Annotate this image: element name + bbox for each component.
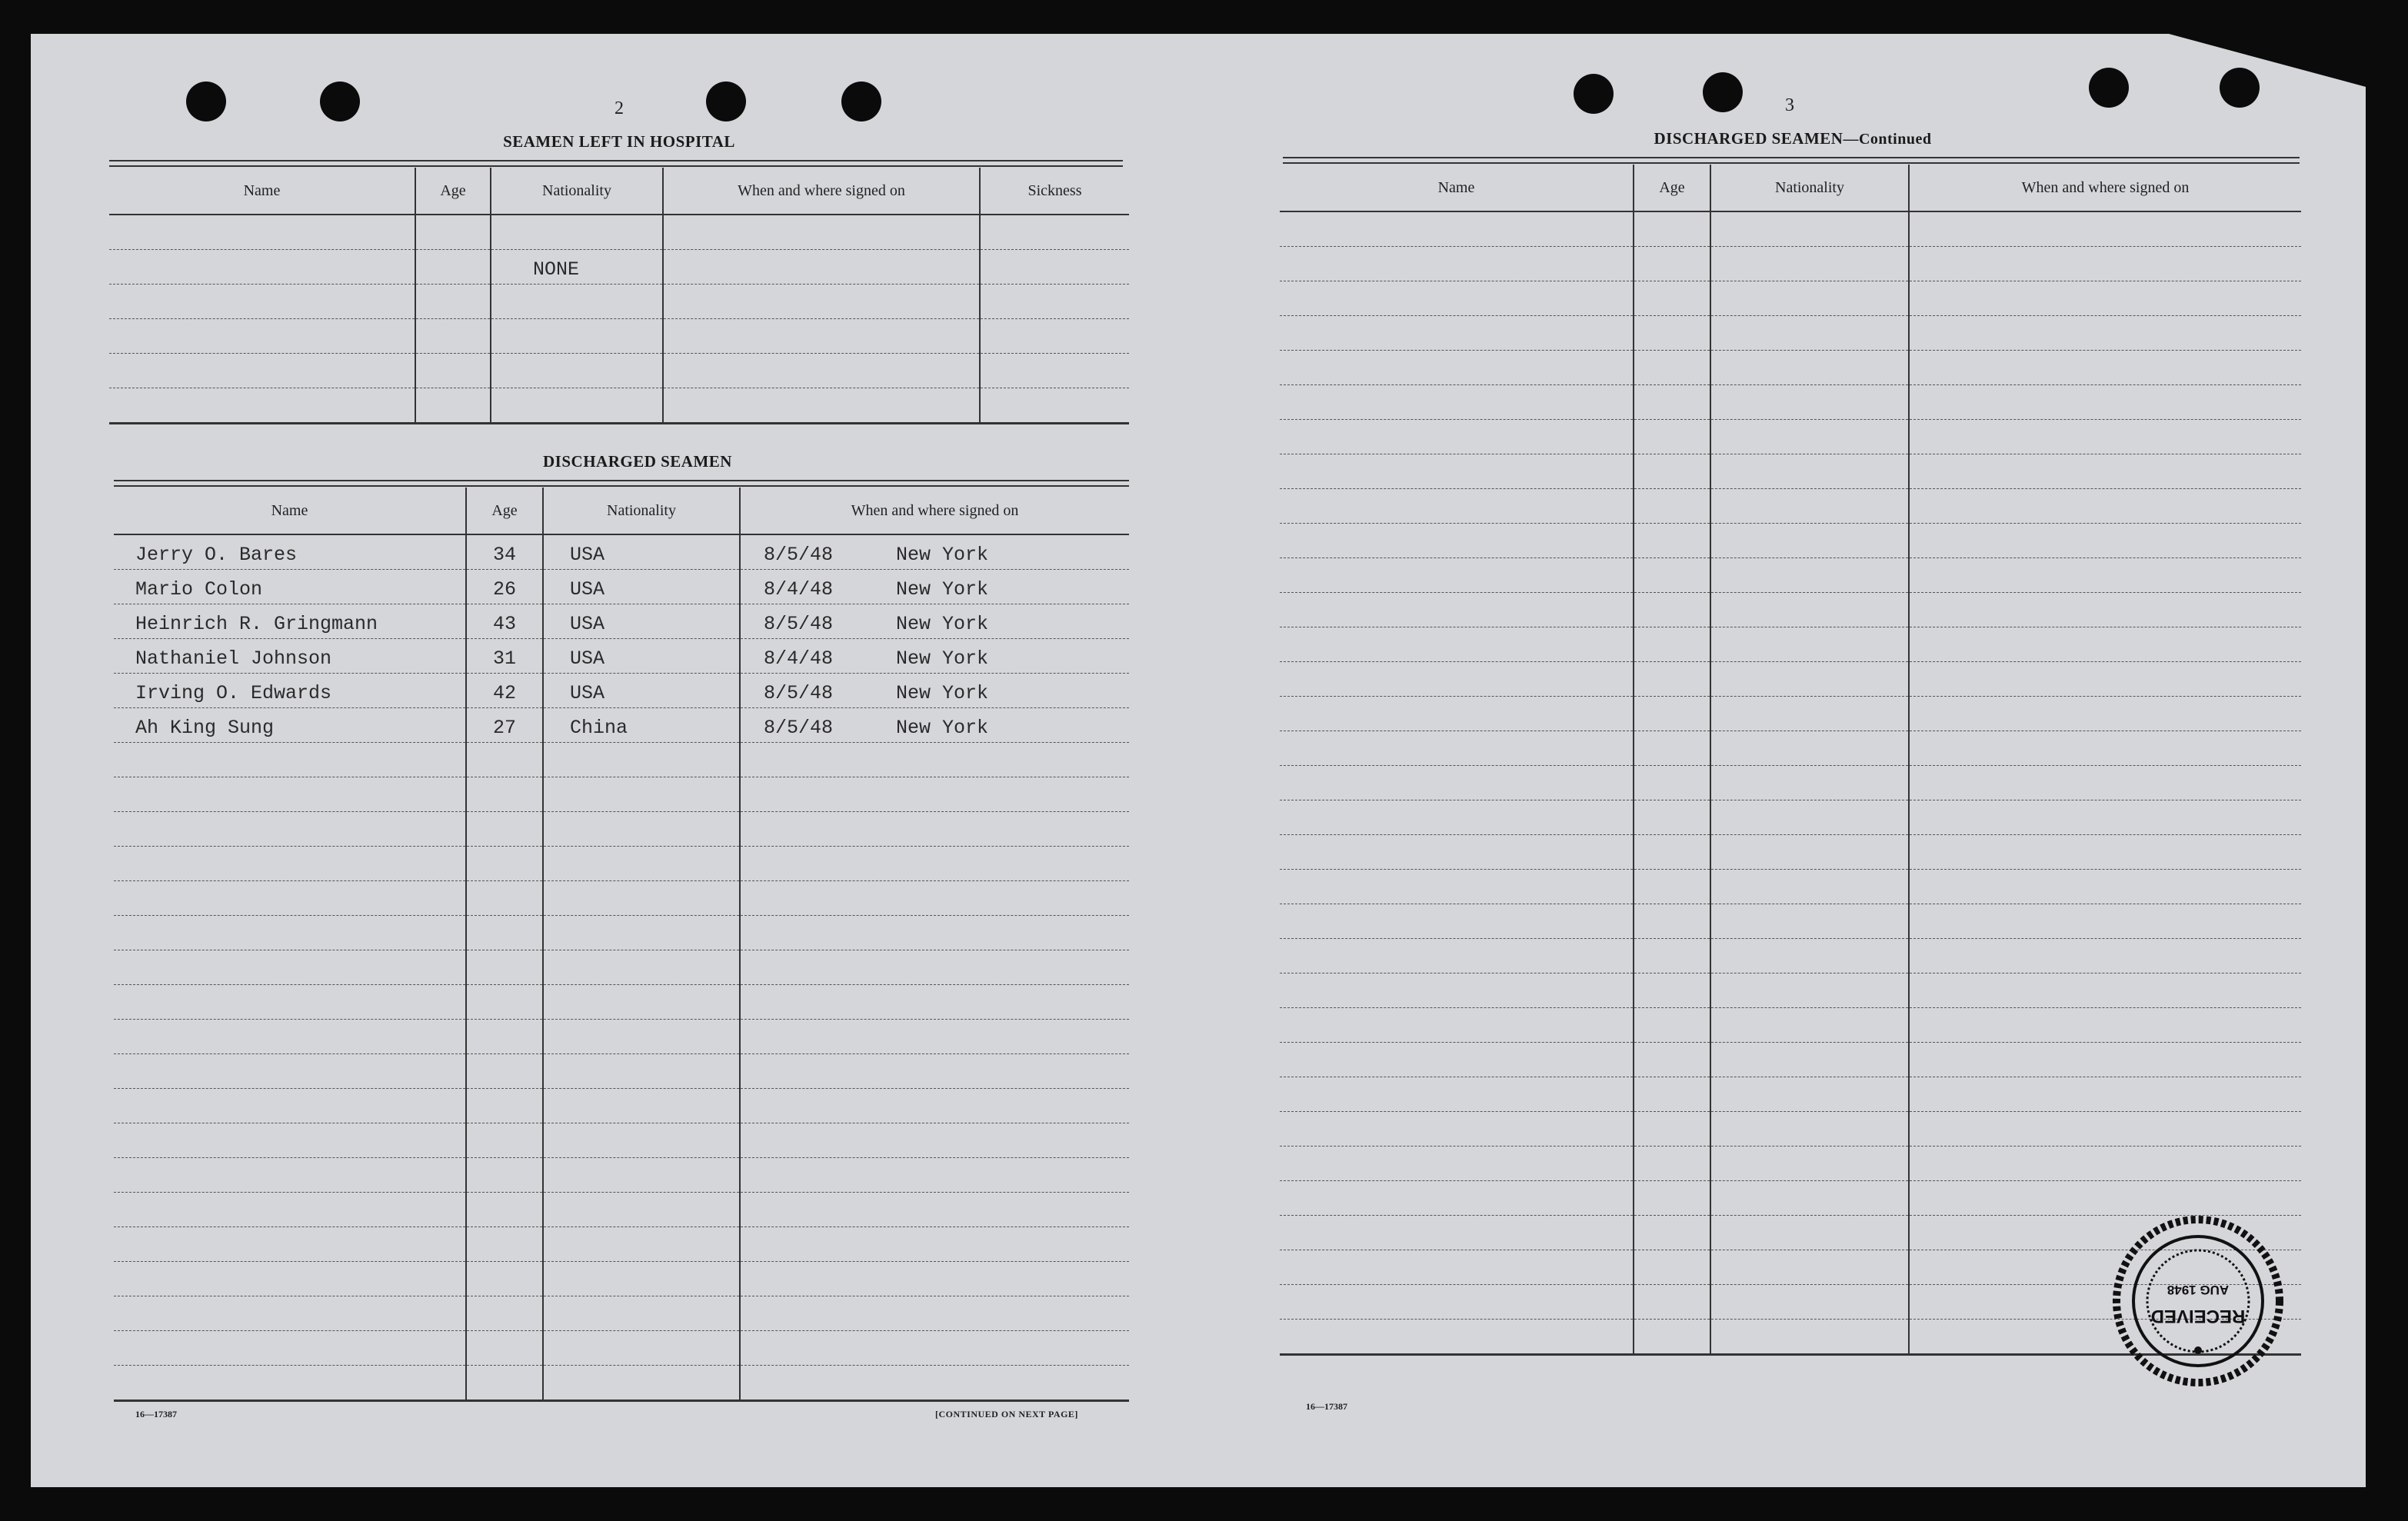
table-row [1280,489,2301,524]
column-header-age: Age [415,168,491,215]
table-row [114,985,1129,1020]
signed-on-date: 8/4/48 [764,578,834,601]
form-code-right: 16—17387 [1306,1401,1347,1412]
table-row [114,743,1129,777]
seaman-age: 27 [492,717,516,739]
table-row [1280,385,2301,420]
table-row [1280,524,2301,558]
discharged-table [114,488,1129,1402]
table-row [114,1331,1129,1366]
punch-hole [2220,68,2260,108]
table-row [114,1054,1129,1089]
page-number-left: 2 [614,98,624,118]
table-row [1280,974,2301,1008]
table-row [1280,1008,2301,1043]
table-row [1280,1112,2301,1147]
table-row [114,1020,1129,1054]
discharged-section-title: DISCHARGED SEAMEN [543,452,732,471]
stamp-received-text: RECEIVED [2150,1306,2246,1326]
column-header-name: Name [1280,165,1634,211]
continued-note: [CONTINUED ON NEXT PAGE] [935,1409,1078,1419]
signed-on-place: New York [896,682,989,704]
seaman-age: 31 [492,647,516,670]
table-row [114,812,1129,847]
title-main: DISCHARGED SEAMEN [1654,129,1843,148]
seaman-age: 26 [492,578,516,601]
seaman-nationality: USA [570,682,605,704]
seaman-age: 43 [492,613,516,635]
column-header-name: Name [114,488,466,534]
table-row [114,1123,1129,1158]
discharged-continued-table [1280,165,2301,1356]
column-header-name: Name [109,168,415,215]
torn-corner [2169,34,2369,88]
seaman-name: Heinrich R. Gringmann [135,613,378,635]
seaman-name: Nathaniel Johnson [135,647,332,670]
table-row [114,1296,1129,1331]
hospital-none-note: NONE [533,258,580,281]
seaman-nationality: USA [570,647,605,670]
table-row [1280,697,2301,731]
table-row [1280,1147,2301,1181]
discharged-top-rule [114,480,1129,487]
punch-hole [706,82,746,121]
table-row [1280,766,2301,800]
signed-on-place: New York [896,578,989,601]
table-row [109,354,1129,388]
hospital-table [109,168,1129,424]
hospital-section-title: SEAMEN LEFT IN HOSPITAL [503,132,735,151]
punch-hole [1703,72,1743,112]
table-row [114,950,1129,985]
column-header-nationality: Nationality [1710,165,1909,211]
punch-hole [1574,74,1614,114]
table-row [114,674,1129,708]
table-row [114,1262,1129,1296]
signed-on-date: 8/5/48 [764,682,834,704]
punch-hole [320,82,360,121]
punch-hole [2089,68,2129,108]
seaman-age: 42 [492,682,516,704]
table-row [114,604,1129,639]
seaman-name: Irving O. Edwards [135,682,332,704]
column-header-nationality: Nationality [491,168,663,215]
signed-on-place: New York [896,647,989,670]
table-row [114,916,1129,950]
table-row [114,881,1129,916]
hospital-top-rule [109,160,1123,167]
table-row [109,388,1129,424]
signed-on-place: New York [896,717,989,739]
table-row [1280,454,2301,489]
table-row [1280,1077,2301,1112]
table-row [109,285,1129,319]
signed-on-date: 8/5/48 [764,717,834,739]
table-row [1280,731,2301,766]
signed-on-place: New York [896,613,989,635]
table-row [1280,593,2301,627]
signed-on-place: New York [896,544,989,566]
table-row [1280,247,2301,281]
signed-on-date: 8/4/48 [764,647,834,670]
punch-hole [841,82,881,121]
table-row [109,319,1129,354]
table-row [1280,904,2301,939]
seaman-name: Ah King Sung [135,717,275,739]
table-row [1280,211,2301,247]
seaman-nationality: China [570,717,628,739]
continued-top-rule [1283,157,2300,164]
seaman-nationality: USA [570,544,605,566]
table-row [114,1366,1129,1401]
table-row [1280,939,2301,974]
column-header-sickness: Sickness [980,168,1129,215]
seaman-name: Mario Colon [135,578,263,601]
table-row [1280,281,2301,316]
column-header-signed-on: When and where signed on [663,168,980,215]
table-row [114,777,1129,812]
signed-on-date: 8/5/48 [764,544,834,566]
seaman-age: 34 [492,544,516,566]
form-code-left: 16—17387 [135,1409,177,1419]
table-row [109,250,1129,285]
column-header-age: Age [466,488,543,534]
discharged-continued-title [1283,129,2303,148]
punch-hole [186,82,226,121]
signed-on-date: 8/5/48 [764,613,834,635]
seaman-nationality: USA [570,578,605,601]
table-row [114,1227,1129,1262]
table-row [1280,420,2301,454]
table-row [114,639,1129,674]
table-row [114,534,1129,570]
table-row [109,215,1129,250]
table-row [1280,351,2301,385]
table-row [1280,870,2301,904]
column-header-signed-on: When and where signed on [1909,165,2301,211]
table-row [114,1158,1129,1193]
table-row [1280,835,2301,870]
table-row [114,1089,1129,1123]
table-row [1280,800,2301,835]
column-header-nationality: Nationality [543,488,740,534]
seaman-nationality: USA [570,613,605,635]
table-row [1280,627,2301,662]
received-stamp [2110,1210,2286,1392]
table-row [114,1193,1129,1227]
stamp-date-text: AUG 1948 [2167,1283,2230,1297]
table-row [114,570,1129,604]
column-header-age: Age [1634,165,1710,211]
table-row [114,847,1129,881]
table-row [1280,662,2301,697]
seaman-name: Jerry O. Bares [135,544,298,566]
column-header-signed-on: When and where signed on [740,488,1129,534]
page-number-right: 3 [1785,95,1794,115]
table-row [114,708,1129,743]
table-row [1280,1043,2301,1077]
title-continued: —Continued [1843,131,1932,148]
table-row [1280,558,2301,593]
table-row [1280,316,2301,351]
